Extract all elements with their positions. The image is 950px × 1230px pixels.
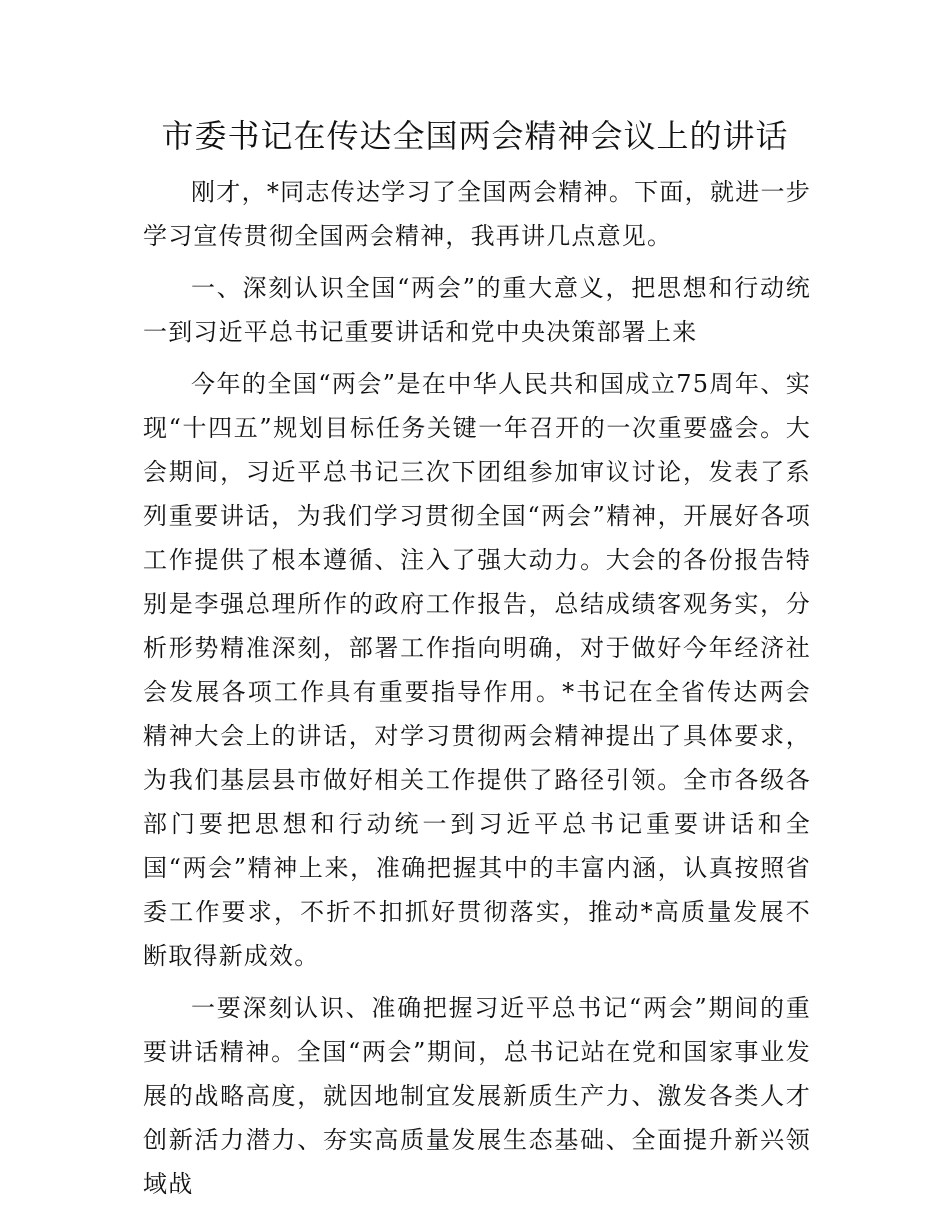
paragraph-intro: 刚才，*同志传达学习了全国两会精神。下面，就进一步学习宣传贯彻全国两会精神，我再讲几点意见。 xyxy=(143,178,811,250)
paragraph-significance: 今年的全国“两会”是在中华人民共和国成立75周年、实现“十四五”规划目标任务关键一年召开的一次重要盛会。大会期间，习近平总书记三次下团组参加审议讨论，发表了系列重要讲话，为我们学习贯彻全国“两会”精神，开展好各项工作提供了根本遵循、注入了强大动力。大会的各份报告特别是李强总理所作的政府工作报告，总结成绩客观务实，分析形势精准深刻，部署工作指向明确，对于做好今年经济社会发展各项工作具有重要指导作用。*书记在全省传达两会精神大会上的讲话，对学习贯彻两会精神提出了具体要求，为我们基层县市做好相关工作提供了路径引领。全市各级各部门要把思想和行动统一到习近平总书记重要讲话和全国“两会”精神上来，准确把握其中的丰富内涵，认真按照省委工作要求，不折不扣抓好贯彻落实，推动*高质量发展不断取得新成效。 xyxy=(143,370,811,970)
document-body xyxy=(143,170,811,1206)
document-title: 市委书记在传达全国两会精神会议上的讲话 xyxy=(161,117,789,155)
section-heading-1: 一、深刻认识全国“两会”的重大意义，把思想和行动统一到习近平总书记重要讲话和党中央决策部署上来 xyxy=(143,274,811,346)
paragraph-point-1: 一要深刻认识、准确把握习近平总书记“两会”期间的重要讲话精神。全国“两会”期间，总书记站在党和国家事业发展的战略高度，就因地制宜发展新质生产力、激发各类人才创新活力潜力、夯实高质量发展生态基础、全面提升新兴领域战 xyxy=(143,994,811,1198)
